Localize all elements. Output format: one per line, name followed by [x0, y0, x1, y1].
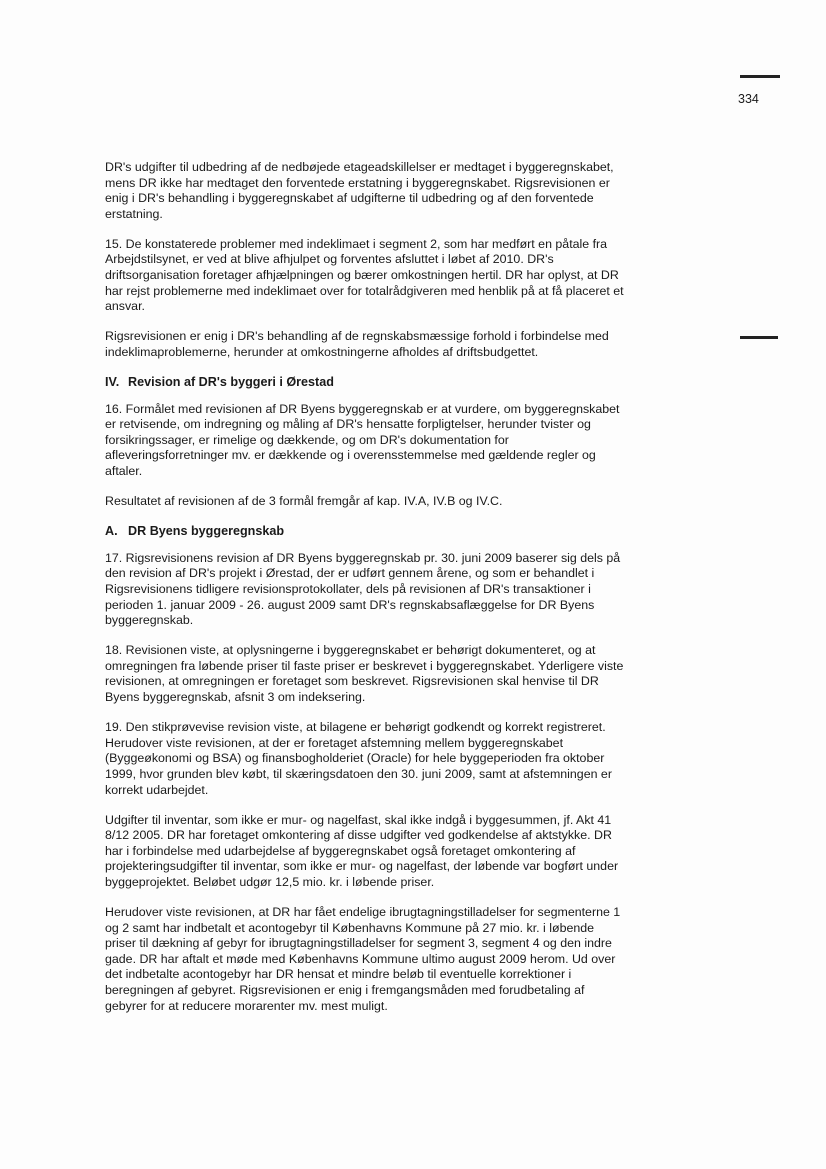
- paragraph-19: 19. Den stikprøvevise revision viste, at bilagene er behørigt godkendt og korrekt registreret. Herudover viste revisionen, at der er foretaget afstemning mellem byggeregnskabet (Byggeøkonomi og BSA) og finansbogholderiet (Oracle) for hele byggeperioden fra oktober 1999, hvor grunden blev købt, til skæringsdatoen den 30. juni 2009, samt at afstemningen er korrekt udarbejdet.: [105, 720, 612, 797]
- paragraph: Resultatet af revisionen af de 3 formål fremgår af kap. IV.A, IV.B og IV.C.: [105, 494, 503, 509]
- section-heading-a: [105, 524, 625, 540]
- paragraph: Rigsrevisionen er enig i DR's behandling af de regnskabsmæssige forhold i forbindelse med indeklimaproblemerne, herunder at omkostningerne afholdes af driftsbudgettet.: [105, 329, 609, 359]
- paragraph-15: 15. De konstaterede problemer med indeklimaet i segment 2, som har medført en påtale fra Arbejdstilsynet, er ved at blive afhjulpet og forventes afsluttet i løbet af 2010. DR's driftsorganisation foretager afhjælpningen og bærer omkostningen hertil. DR har oplyst, at DR har rejst problemerne med indeklimaet over for totalrådgiveren med henblik på at få placeret et ansvar.: [105, 236, 624, 314]
- section-title: DR Byens byggeregnskab: [128, 524, 285, 539]
- paragraph-16: 16. Formålet med revisionen af DR Byens byggeregnskab er at vurdere, om byggeregnskabet er retvisende, om indregning og måling af DR's hensatte forpligtelser, herunder tvister og forsikringssager, er rimelige og dækkende, og om DR's dokumentation for afleveringsforretninger mv. er dækkende og i overensstemmelse med gældende regler og aftaler.: [105, 401, 620, 478]
- paragraph: DR's udgifter til udbedring af de nedbøjede etageadskillelser er medtaget i byggeregnskabet, mens DR ikke har medtaget den forventede erstatning i byggeregnskabet. Rigsrevisionen er enig i DR's behandling i byggeregnskabet af udgifterne til udbedring og af den forventede erstatning.: [105, 160, 614, 221]
- paragraph-17: 17. Rigsrevisionens revision af DR Byens byggeregnskab pr. 30. juni 2009 baserer sig dels på den revision af DR's projekt i Ørestad, der er udført gennem årene, og som er behandlet i Rigsrevisionens tidligere revisionsprotokollater, dels på revisionen af DR's transaktioner i perioden 1. januar 2009 - 26. august 2009 samt DR's regnskabsaflæggelse for DR Byens byggeregnskab.: [105, 550, 621, 628]
- paragraph-18: 18. Revisionen viste, at oplysningerne i byggeregnskabet er behørigt dokumenteret, og at omregningen fra løbende priser til faste priser er beskrevet i byggeregnskabet. Yderligere viste revisionen, at omregningen er foretaget som beskrevet. Rigsrevisionen skal henvise til DR Byens byggeregnskab, afsnit 3 om indeksering.: [105, 643, 624, 705]
- margin-mark-top: [740, 75, 780, 78]
- paragraph: Udgifter til inventar, som ikke er mur- og nagelfast, skal ikke indgå i byggesummen, jf. Akt 41 8/12 2005. DR har foretaget omkontering af disse udgifter ved godkendelse af aktstykke. DR har i forbindelse med udarbejdelse af byggeregnskabet også foretaget omkontering af projekteringsudgifter til inventar, som ikke er mur- og nagelfast, der løbende var bogført under byggeprojektet. Beløbet udgør 12,5 mio. kr. i løbende priser.: [105, 812, 619, 889]
- page-body: [105, 160, 625, 1029]
- section-title: Revision af DR's byggeri i Ørestad: [128, 375, 334, 390]
- section-letter: A.: [105, 524, 118, 539]
- section-heading-iv: [105, 375, 625, 391]
- margin-mark-middle: [740, 336, 778, 339]
- page-number: 334: [738, 92, 759, 106]
- section-number: IV.: [105, 375, 120, 390]
- paragraph: Herudover viste revisionen, at DR har fået endelige ibrugtagningstilladelser for segmenterne 1 og 2 samt har indbetalt et acontogebyr til Københavns Kommune på 27 mio. kr. i løbende priser til dækning af gebyr for ibrugtagningstilladelser for segment 3, segment 4 og den indre gade. DR har aftalt et møde med Københavns Kommune ultimo august 2009 herom. Ud over det indbetalte acontogebyr har DR hensat et mindre beløb til eventuelle korrektioner i beregningen af gebyret. Rigsrevisionen er enig i fremgangsmåden med forudbetaling af gebyrer for at reducere morarenter mv. mest muligt.: [105, 905, 621, 1013]
